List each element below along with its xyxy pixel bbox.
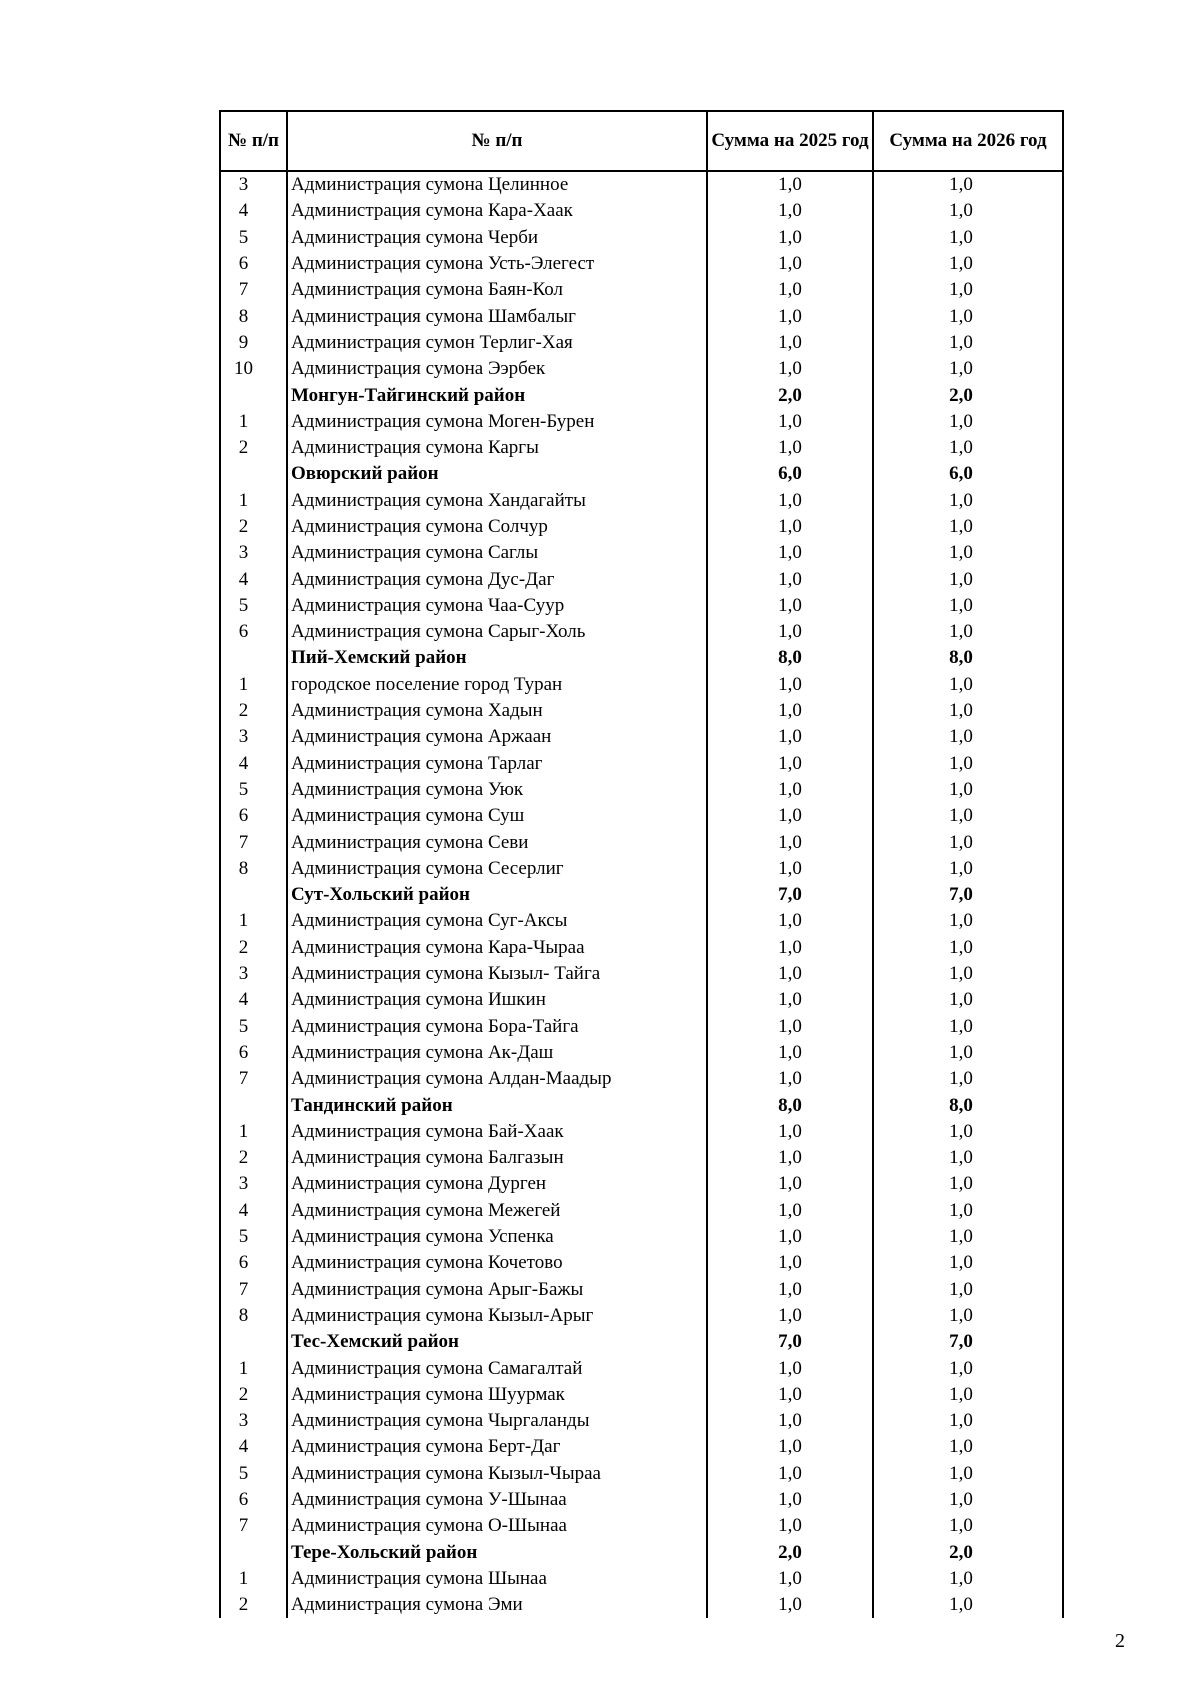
row-name: Администрация сумона Шынаа (287, 1566, 707, 1592)
table-row (220, 1224, 1063, 1250)
row-sum-2025: 1,0 (707, 303, 873, 329)
row-sum-2026: 1,0 (873, 1145, 1063, 1171)
row-sum-2025: 1,0 (707, 777, 873, 803)
row-sum-2025: 1,0 (707, 935, 873, 961)
row-sum-2025: 1,0 (707, 566, 873, 592)
row-sum-2025: 1,0 (707, 1408, 873, 1434)
row-sum-2026: 1,0 (873, 908, 1063, 934)
row-name: Администрация сумона Аржаан (287, 724, 707, 750)
row-number: 2 (220, 514, 287, 540)
row-sum-2025: 1,0 (707, 987, 873, 1013)
row-sum-2025: 1,0 (707, 1566, 873, 1592)
row-number: 4 (220, 566, 287, 592)
row-sum-2026: 1,0 (873, 1119, 1063, 1145)
row-sum-2026: 1,0 (873, 1303, 1063, 1329)
row-number: 4 (220, 751, 287, 777)
row-sum-2026: 1,0 (873, 1250, 1063, 1276)
row-name: Администрация сумона У-Шынаа (287, 1487, 707, 1513)
row-sum-2026: 8,0 (873, 645, 1063, 671)
row-number: 5 (220, 1461, 287, 1487)
row-number: 5 (220, 1014, 287, 1040)
row-sum-2026: 1,0 (873, 514, 1063, 540)
row-sum-2026: 1,0 (873, 330, 1063, 356)
row-sum-2026: 1,0 (873, 1408, 1063, 1434)
row-name: Администрация сумона Каргы (287, 435, 707, 461)
row-name: Администрация сумона Хадын (287, 698, 707, 724)
table-row (220, 171, 1063, 198)
row-sum-2026: 1,0 (873, 803, 1063, 829)
row-number (220, 382, 287, 408)
row-number: 8 (220, 1303, 287, 1329)
row-name: Администрация сумона Сарыг-Холь (287, 619, 707, 645)
table-row (220, 1513, 1063, 1539)
row-sum-2026: 1,0 (873, 1592, 1063, 1618)
row-sum-2026: 7,0 (873, 882, 1063, 908)
row-sum-2026: 1,0 (873, 1224, 1063, 1250)
row-name: Администрация сумона Кочетово (287, 1250, 707, 1276)
table-row (220, 1382, 1063, 1408)
row-sum-2026: 1,0 (873, 251, 1063, 277)
row-sum-2026: 1,0 (873, 540, 1063, 566)
row-sum-2026: 1,0 (873, 1066, 1063, 1092)
row-name: Администрация сумона Кара-Хаак (287, 198, 707, 224)
row-name: городское поселение город Туран (287, 672, 707, 698)
table-row (220, 277, 1063, 303)
row-sum-2025: 1,0 (707, 961, 873, 987)
row-sum-2025: 1,0 (707, 540, 873, 566)
table-row (220, 1040, 1063, 1066)
row-name: Администрация сумона Суг-Аксы (287, 908, 707, 934)
row-name: Администрация сумона Шамбалыг (287, 303, 707, 329)
row-name: Администрация сумона Эми (287, 1592, 707, 1618)
row-sum-2026: 1,0 (873, 751, 1063, 777)
row-name: Администрация сумона Ак-Даш (287, 1040, 707, 1066)
row-sum-2025: 7,0 (707, 882, 873, 908)
row-sum-2025: 1,0 (707, 171, 873, 198)
row-name: Монгун-Тайгинский район (287, 382, 707, 408)
row-name: Администрация сумона Ишкин (287, 987, 707, 1013)
row-sum-2026: 1,0 (873, 672, 1063, 698)
row-number: 5 (220, 777, 287, 803)
budget-table (219, 110, 1064, 1618)
row-sum-2025: 6,0 (707, 461, 873, 487)
row-number: 7 (220, 1513, 287, 1539)
row-sum-2026: 1,0 (873, 488, 1063, 514)
row-number: 1 (220, 1355, 287, 1381)
row-name: Администрация сумона Суш (287, 803, 707, 829)
header-sum-2026: Сумма на 2026 год (873, 111, 1063, 171)
row-sum-2026: 1,0 (873, 698, 1063, 724)
row-sum-2026: 1,0 (873, 277, 1063, 303)
row-name: Администрация сумона Межегей (287, 1198, 707, 1224)
row-sum-2026: 2,0 (873, 1539, 1063, 1565)
row-number (220, 1539, 287, 1565)
table-row (220, 856, 1063, 882)
row-sum-2025: 1,0 (707, 1276, 873, 1302)
row-name: Администрация сумона Моген-Бурен (287, 409, 707, 435)
row-number: 2 (220, 1382, 287, 1408)
row-number: 6 (220, 803, 287, 829)
row-sum-2025: 1,0 (707, 251, 873, 277)
row-sum-2025: 1,0 (707, 277, 873, 303)
row-name: Администрация сумона Севи (287, 829, 707, 855)
table-row (220, 1145, 1063, 1171)
table-row (220, 1171, 1063, 1197)
row-sum-2026: 1,0 (873, 356, 1063, 382)
table-row (220, 1355, 1063, 1381)
row-sum-2025: 1,0 (707, 1040, 873, 1066)
row-sum-2025: 1,0 (707, 1224, 873, 1250)
table-row (220, 698, 1063, 724)
district-row (220, 382, 1063, 408)
row-name: Администрация сумона Чаа-Суур (287, 593, 707, 619)
table-row (220, 724, 1063, 750)
row-sum-2026: 1,0 (873, 1513, 1063, 1539)
row-name: Администрация сумона Дус-Даг (287, 566, 707, 592)
row-name: Тес-Хемский район (287, 1329, 707, 1355)
row-name: Администрация сумона Кызыл-Арыг (287, 1303, 707, 1329)
row-sum-2025: 1,0 (707, 698, 873, 724)
table-row (220, 435, 1063, 461)
row-sum-2026: 1,0 (873, 171, 1063, 198)
row-name: Тере-Хольский район (287, 1539, 707, 1565)
row-name: Администрация сумона Черби (287, 225, 707, 251)
header-number: № п/п (220, 111, 287, 171)
row-number: 2 (220, 1145, 287, 1171)
row-sum-2026: 1,0 (873, 724, 1063, 750)
table-row (220, 1434, 1063, 1460)
table-row (220, 1461, 1063, 1487)
row-sum-2025: 1,0 (707, 356, 873, 382)
row-name: Администрация сумона Кара-Чыраа (287, 935, 707, 961)
district-row (220, 1539, 1063, 1565)
row-number: 5 (220, 1224, 287, 1250)
table-row (220, 409, 1063, 435)
row-sum-2025: 1,0 (707, 1198, 873, 1224)
row-sum-2026: 1,0 (873, 1171, 1063, 1197)
row-number (220, 645, 287, 671)
row-sum-2025: 1,0 (707, 619, 873, 645)
row-number (220, 461, 287, 487)
row-name: Администрация сумона Хандагайты (287, 488, 707, 514)
row-number: 1 (220, 908, 287, 934)
row-number: 4 (220, 1198, 287, 1224)
row-sum-2026: 1,0 (873, 1040, 1063, 1066)
row-name: Администрация сумона Усть-Элегест (287, 251, 707, 277)
row-sum-2026: 1,0 (873, 1276, 1063, 1302)
row-sum-2025: 7,0 (707, 1329, 873, 1355)
row-name: Администрация сумона Успенка (287, 1224, 707, 1250)
table-row (220, 540, 1063, 566)
row-name: Администрация сумона Баян-Кол (287, 277, 707, 303)
row-name: Администрация сумона Кызыл-Чыраа (287, 1461, 707, 1487)
row-sum-2025: 1,0 (707, 829, 873, 855)
row-name: Администрация сумона Чыргаланды (287, 1408, 707, 1434)
row-sum-2025: 1,0 (707, 435, 873, 461)
table-row (220, 829, 1063, 855)
row-name: Администрация сумона Целинное (287, 171, 707, 198)
row-sum-2025: 1,0 (707, 672, 873, 698)
row-sum-2026: 2,0 (873, 382, 1063, 408)
row-sum-2025: 8,0 (707, 645, 873, 671)
row-number: 5 (220, 225, 287, 251)
table-row (220, 198, 1063, 224)
table-row (220, 514, 1063, 540)
row-sum-2026: 1,0 (873, 987, 1063, 1013)
row-name: Администрация сумона Сесерлиг (287, 856, 707, 882)
row-number (220, 882, 287, 908)
row-sum-2026: 1,0 (873, 303, 1063, 329)
row-sum-2025: 1,0 (707, 1171, 873, 1197)
row-sum-2025: 1,0 (707, 1487, 873, 1513)
row-name: Сут-Хольский район (287, 882, 707, 908)
district-row (220, 882, 1063, 908)
row-sum-2025: 8,0 (707, 1092, 873, 1118)
row-number: 3 (220, 1408, 287, 1434)
page-number: 2 (1115, 1630, 1125, 1652)
row-number: 7 (220, 1276, 287, 1302)
row-number: 6 (220, 1250, 287, 1276)
row-sum-2025: 1,0 (707, 751, 873, 777)
row-sum-2025: 1,0 (707, 225, 873, 251)
row-name: Администрация сумона Шуурмак (287, 1382, 707, 1408)
row-name: Администрация сумона Алдан-Маадыр (287, 1066, 707, 1092)
row-sum-2026: 1,0 (873, 566, 1063, 592)
row-number: 10 (220, 356, 287, 382)
row-sum-2026: 1,0 (873, 409, 1063, 435)
row-number: 7 (220, 1066, 287, 1092)
row-name: Администрация сумона Арыг-Бажы (287, 1276, 707, 1302)
table-row (220, 1250, 1063, 1276)
row-sum-2025: 1,0 (707, 1014, 873, 1040)
row-name: Администрация сумона Самагалтай (287, 1355, 707, 1381)
row-name: Тандинский район (287, 1092, 707, 1118)
row-number: 4 (220, 1434, 287, 1460)
table-row (220, 330, 1063, 356)
header-name: № п/п (287, 111, 707, 171)
table-row (220, 1408, 1063, 1434)
row-sum-2025: 2,0 (707, 382, 873, 408)
row-sum-2025: 1,0 (707, 908, 873, 934)
header-sum-2025: Сумма на 2025 год (707, 111, 873, 171)
table-row (220, 566, 1063, 592)
row-number: 1 (220, 1566, 287, 1592)
row-sum-2026: 1,0 (873, 961, 1063, 987)
row-sum-2025: 1,0 (707, 1250, 873, 1276)
row-sum-2025: 1,0 (707, 1434, 873, 1460)
row-number: 1 (220, 409, 287, 435)
row-name: Администрация сумона Солчур (287, 514, 707, 540)
row-sum-2025: 1,0 (707, 1303, 873, 1329)
row-sum-2025: 1,0 (707, 330, 873, 356)
row-sum-2026: 1,0 (873, 856, 1063, 882)
row-name: Администрация сумона Уюк (287, 777, 707, 803)
row-name: Администрация сумона Саглы (287, 540, 707, 566)
district-row (220, 1329, 1063, 1355)
row-sum-2026: 6,0 (873, 461, 1063, 487)
row-sum-2025: 1,0 (707, 1382, 873, 1408)
row-sum-2025: 1,0 (707, 1461, 873, 1487)
row-number: 6 (220, 619, 287, 645)
row-name: Администрация сумона Ээрбек (287, 356, 707, 382)
table-row (220, 488, 1063, 514)
row-sum-2026: 1,0 (873, 593, 1063, 619)
table-row (220, 1119, 1063, 1145)
row-sum-2026: 1,0 (873, 1461, 1063, 1487)
table-row (220, 619, 1063, 645)
row-sum-2025: 1,0 (707, 724, 873, 750)
row-sum-2026: 1,0 (873, 1382, 1063, 1408)
row-sum-2026: 1,0 (873, 1566, 1063, 1592)
table-row (220, 1014, 1063, 1040)
table-row (220, 803, 1063, 829)
table-row (220, 593, 1063, 619)
row-sum-2026: 7,0 (873, 1329, 1063, 1355)
row-name: Администрация сумона Дурген (287, 1171, 707, 1197)
table-row (220, 1592, 1063, 1618)
row-name: Пий-Хемский район (287, 645, 707, 671)
row-sum-2025: 1,0 (707, 1592, 873, 1618)
row-sum-2026: 1,0 (873, 1014, 1063, 1040)
table-row (220, 987, 1063, 1013)
row-sum-2026: 1,0 (873, 619, 1063, 645)
row-sum-2025: 1,0 (707, 1066, 873, 1092)
row-number: 8 (220, 303, 287, 329)
row-sum-2026: 1,0 (873, 198, 1063, 224)
row-sum-2025: 1,0 (707, 198, 873, 224)
row-number: 3 (220, 724, 287, 750)
row-number: 8 (220, 856, 287, 882)
row-number: 4 (220, 198, 287, 224)
table-row (220, 356, 1063, 382)
row-sum-2026: 1,0 (873, 1434, 1063, 1460)
row-number: 3 (220, 171, 287, 198)
table-row (220, 751, 1063, 777)
row-sum-2026: 8,0 (873, 1092, 1063, 1118)
row-name: Администрация сумона Бора-Тайга (287, 1014, 707, 1040)
row-number: 6 (220, 1040, 287, 1066)
row-number: 3 (220, 1171, 287, 1197)
row-number: 6 (220, 251, 287, 277)
row-sum-2025: 2,0 (707, 1539, 873, 1565)
row-number: 1 (220, 1119, 287, 1145)
table-row (220, 1066, 1063, 1092)
row-name: Овюрский район (287, 461, 707, 487)
district-row (220, 645, 1063, 671)
table-row (220, 672, 1063, 698)
row-number: 5 (220, 593, 287, 619)
table-row (220, 225, 1063, 251)
row-sum-2026: 1,0 (873, 1487, 1063, 1513)
table-row (220, 1303, 1063, 1329)
row-number (220, 1329, 287, 1355)
row-sum-2026: 1,0 (873, 935, 1063, 961)
table-row (220, 961, 1063, 987)
row-number: 6 (220, 1487, 287, 1513)
row-sum-2025: 1,0 (707, 488, 873, 514)
district-row (220, 1092, 1063, 1118)
row-sum-2025: 1,0 (707, 514, 873, 540)
row-number: 9 (220, 330, 287, 356)
row-sum-2025: 1,0 (707, 409, 873, 435)
row-sum-2026: 1,0 (873, 829, 1063, 855)
table-body (220, 171, 1063, 1618)
district-row (220, 461, 1063, 487)
row-number (220, 1092, 287, 1118)
table-row (220, 1198, 1063, 1224)
row-number: 1 (220, 488, 287, 514)
row-sum-2026: 1,0 (873, 1198, 1063, 1224)
row-name: Администрация сумон Терлиг-Хая (287, 330, 707, 356)
row-number: 1 (220, 672, 287, 698)
table-row (220, 777, 1063, 803)
row-sum-2025: 1,0 (707, 856, 873, 882)
row-sum-2025: 1,0 (707, 1145, 873, 1171)
row-name: Администрация сумона Берт-Даг (287, 1434, 707, 1460)
table-header-row (220, 111, 1063, 171)
table-row (220, 908, 1063, 934)
table-row (220, 935, 1063, 961)
row-sum-2026: 1,0 (873, 435, 1063, 461)
row-name: Администрация сумона Тарлаг (287, 751, 707, 777)
row-name: Администрация сумона О-Шынаа (287, 1513, 707, 1539)
row-name: Администрация сумона Бай-Хаак (287, 1119, 707, 1145)
row-sum-2026: 1,0 (873, 225, 1063, 251)
row-number: 7 (220, 277, 287, 303)
row-sum-2025: 1,0 (707, 1119, 873, 1145)
table-row (220, 1276, 1063, 1302)
table-row (220, 1566, 1063, 1592)
table-row (220, 303, 1063, 329)
table-row (220, 1487, 1063, 1513)
row-number: 2 (220, 935, 287, 961)
row-sum-2025: 1,0 (707, 1355, 873, 1381)
row-sum-2025: 1,0 (707, 593, 873, 619)
row-name: Администрация сумона Кызыл- Тайга (287, 961, 707, 987)
row-sum-2026: 1,0 (873, 1355, 1063, 1381)
row-number: 2 (220, 435, 287, 461)
row-number: 2 (220, 1592, 287, 1618)
row-name: Администрация сумона Балгазын (287, 1145, 707, 1171)
row-number: 3 (220, 540, 287, 566)
row-sum-2025: 1,0 (707, 803, 873, 829)
row-sum-2025: 1,0 (707, 1513, 873, 1539)
row-number: 2 (220, 698, 287, 724)
table-row (220, 251, 1063, 277)
row-sum-2026: 1,0 (873, 777, 1063, 803)
row-number: 3 (220, 961, 287, 987)
row-number: 4 (220, 987, 287, 1013)
row-number: 7 (220, 829, 287, 855)
